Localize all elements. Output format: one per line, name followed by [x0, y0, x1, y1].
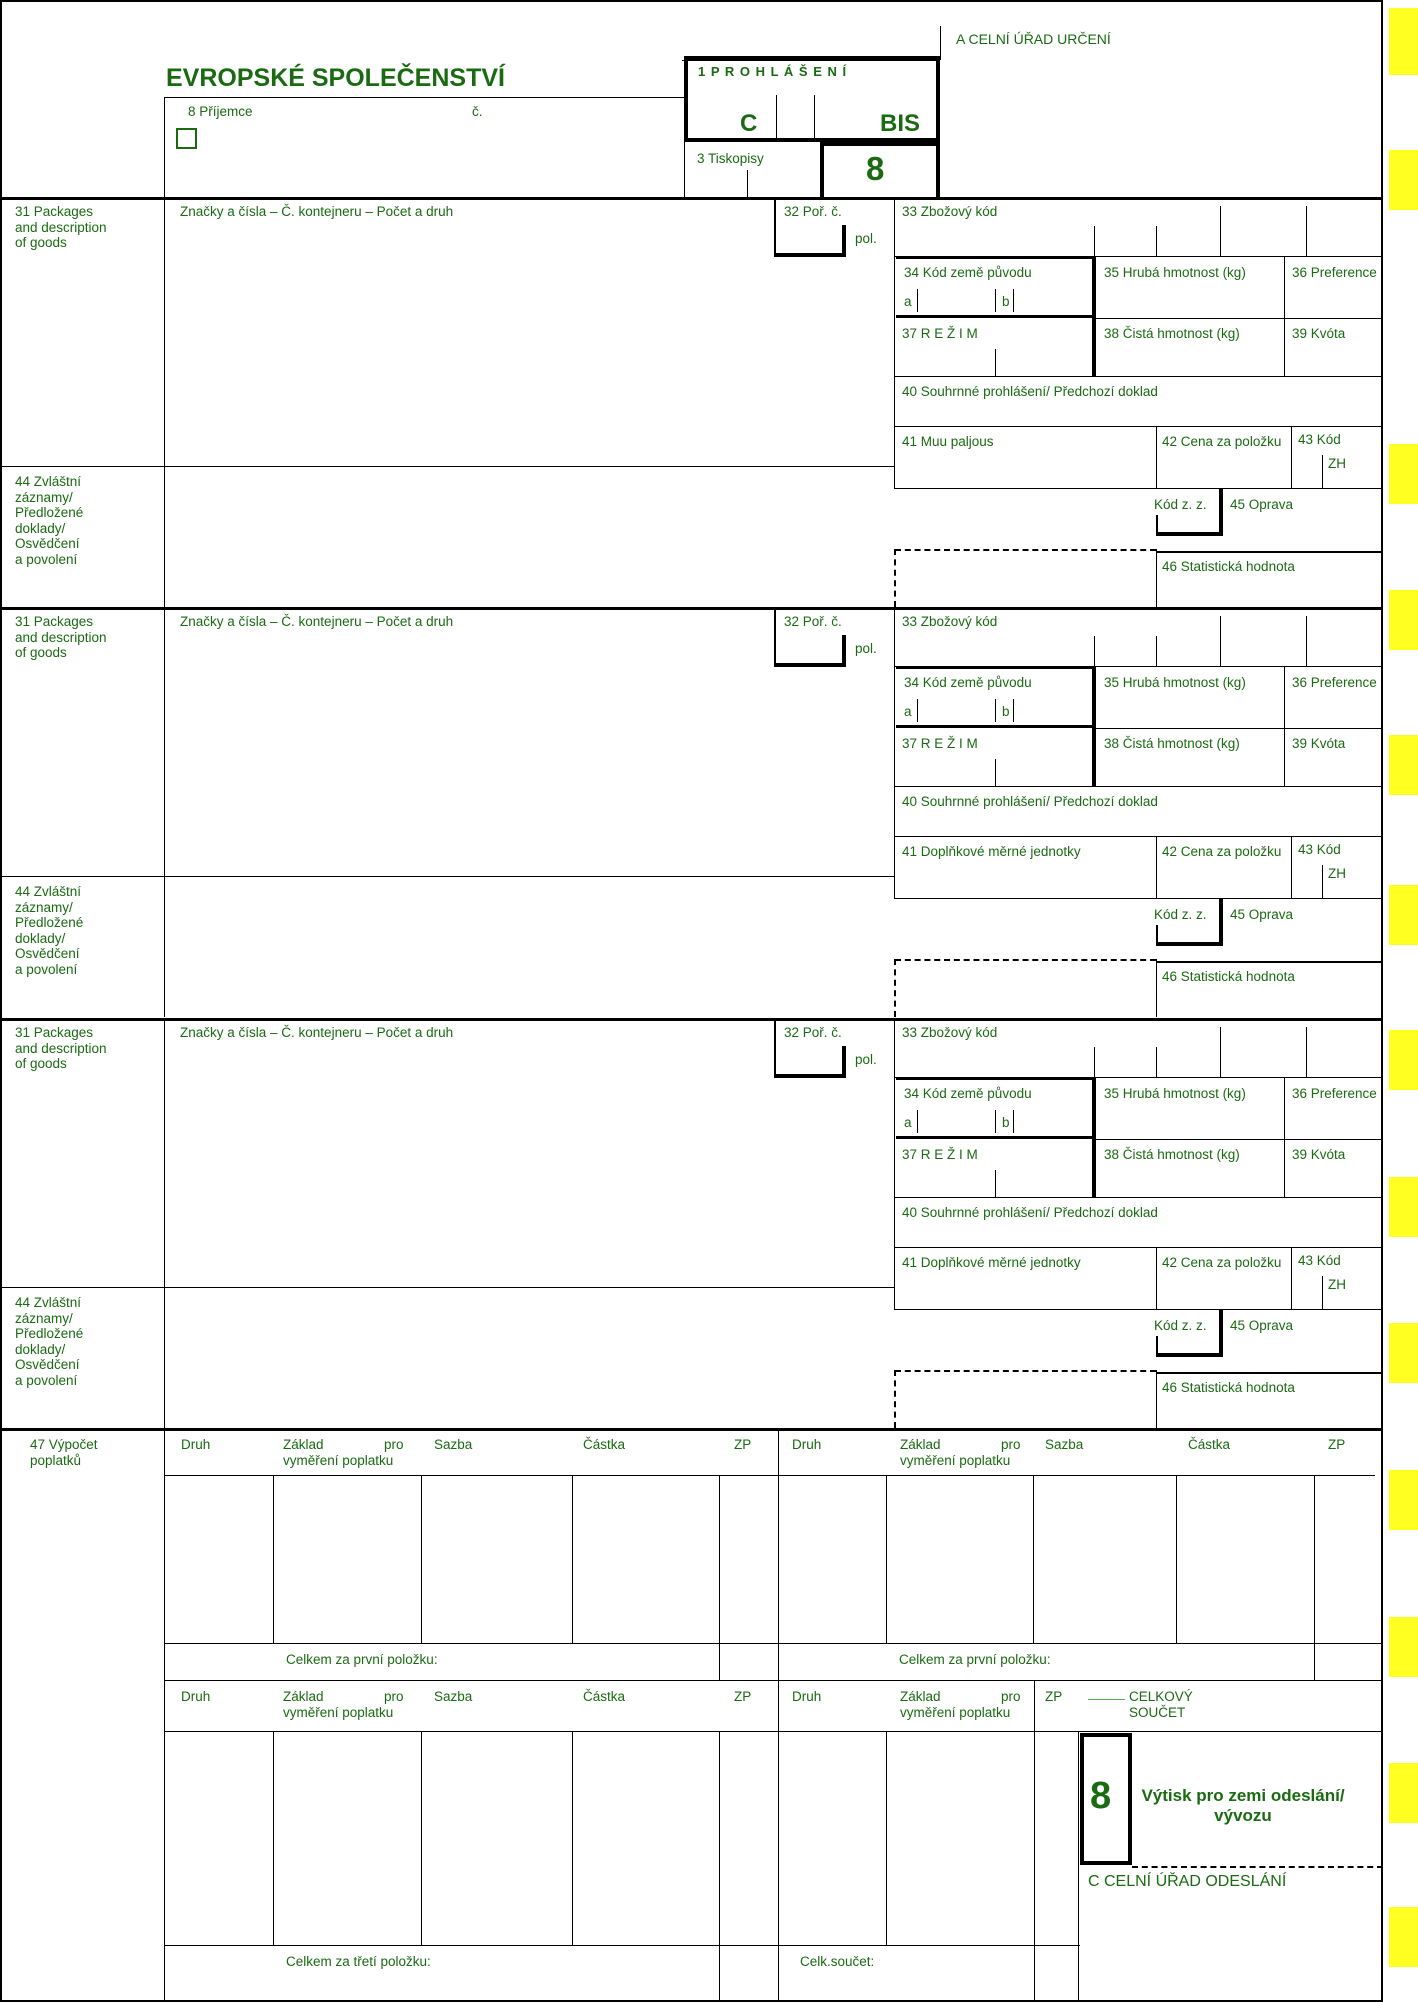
v-rule — [1322, 865, 1323, 898]
v-rule — [1291, 426, 1292, 488]
margin-strip — [1389, 1030, 1418, 1090]
v-rule — [886, 1731, 887, 1945]
v-rule — [421, 1475, 422, 1643]
margin-strip — [1389, 1177, 1418, 1237]
column-zp-bottom: ZP — [734, 1689, 752, 1704]
item-number-label: 32 Poř. č. — [784, 614, 842, 629]
v-rule — [1156, 515, 1158, 532]
origin-b-label: b — [1002, 1115, 1010, 1130]
declaration-label: 1 P R O H L Á Š E N Í — [698, 64, 848, 79]
decl-box-right — [936, 56, 940, 142]
v-rule — [1156, 836, 1157, 898]
stat-dashed-top — [895, 959, 1156, 961]
kod-zz-box-right — [1219, 488, 1223, 536]
net-weight-label: 38 Čistá hmotnost (kg) — [1104, 736, 1240, 751]
h-rule — [164, 1643, 1383, 1644]
v-rule — [774, 1018, 776, 1076]
h-rule — [164, 1945, 1080, 1946]
gross-weight-label: 35 Hrubá hmotnost (kg) — [1104, 1086, 1246, 1101]
commodity-label: 33 Zbožový kód — [902, 614, 998, 629]
column-zaklad-sub: vyměření poplatku — [283, 1453, 394, 1468]
h-rule — [1156, 551, 1383, 553]
v-rule — [1284, 256, 1285, 376]
column-zp: ZP — [734, 1437, 752, 1452]
v-rule — [1094, 636, 1095, 666]
procedure-box-right — [1092, 725, 1096, 787]
v-rule — [1013, 289, 1014, 312]
margin-strip — [1389, 1617, 1418, 1677]
margin-strip — [1389, 735, 1418, 795]
kod-zz-box-right — [1219, 1309, 1223, 1357]
copy-8-number: 8 — [1090, 1775, 1112, 1817]
v-rule — [164, 1018, 165, 1287]
origin-label: 34 Kód země původu — [904, 265, 1032, 280]
total-third-item: Celkem za třetí položku: — [286, 1954, 431, 1969]
column-zaklad-sub-right: vyměření poplatku — [900, 1453, 1011, 1468]
dispatch-dashed — [1132, 1866, 1383, 1868]
item-pol-label: pol. — [855, 1052, 877, 1067]
v-rule — [1034, 1680, 1035, 2000]
origin-box-top — [896, 666, 1096, 669]
margin-strip — [1389, 1763, 1418, 1823]
v-rule — [572, 1475, 573, 1643]
column-zaklad-sub-bottom-right: vyměření poplatku — [900, 1705, 1011, 1720]
summary-declaration-label: 40 Souhrnné prohlášení/ Předchozí doklad — [902, 794, 1158, 809]
statistical-value-label: 46 Statistická hodnota — [1162, 1380, 1295, 1395]
v-rule — [1156, 549, 1157, 607]
code-43-label: 43 Kód — [1298, 432, 1341, 447]
procedure-label: 37 R E Ž I M — [902, 326, 978, 341]
column-castka-right: Částka — [1188, 1437, 1231, 1452]
item-top-rule — [0, 607, 1383, 610]
adjustment-label: 45 Oprava — [1230, 1318, 1294, 1333]
consignee-label: 8 Příjemce — [188, 104, 253, 119]
item-no-box-right — [842, 1046, 846, 1078]
v-rule — [917, 1110, 918, 1133]
stat-dashed-left — [894, 959, 896, 1017]
origin-a-label: a — [904, 704, 912, 719]
h-rule — [1096, 1139, 1383, 1140]
column-druh-bottom-right: Druh — [792, 1689, 822, 1704]
v-rule — [1322, 1276, 1323, 1309]
kod-zz-box-bottom — [1156, 1353, 1222, 1357]
v-rule — [774, 607, 776, 665]
fees-calculation-label: 47 Výpočet poplatků — [30, 1437, 98, 1468]
v-rule — [814, 95, 815, 140]
v-rule — [917, 699, 918, 722]
v-rule — [1094, 1047, 1095, 1077]
h-rule — [894, 376, 1383, 377]
v-rule — [164, 876, 165, 1017]
v-rule — [1156, 925, 1158, 942]
consignee-number-label: č. — [472, 104, 483, 119]
h-rule — [164, 97, 684, 98]
item-price-label: 42 Cena za položku — [1162, 844, 1282, 859]
office-of-dispatch-label: C CELNÍ ÚŘAD ODESLÁNÍ — [1088, 1873, 1287, 1890]
h-rule — [164, 1287, 894, 1288]
v-rule — [747, 170, 748, 198]
v-rule — [1013, 1110, 1014, 1133]
frame-top — [0, 0, 1383, 2]
copy8-box-bottom — [1080, 1861, 1132, 1865]
kod-zz-label: Kód z. z. — [1154, 497, 1207, 512]
net-weight-label: 38 Čistá hmotnost (kg) — [1104, 326, 1240, 341]
v-rule — [995, 289, 996, 312]
v-rule — [774, 197, 776, 255]
code-43-label: 43 Kód — [1298, 842, 1341, 857]
statistical-value-label: 46 Statistická hodnota — [1162, 559, 1295, 574]
h-rule — [894, 488, 1383, 489]
consignee-checkbox[interactable] — [176, 128, 197, 149]
item-number-label: 32 Poř. č. — [784, 204, 842, 219]
column-druh-right: Druh — [792, 1437, 822, 1452]
h-rule — [0, 876, 164, 877]
gross-weight-label: 35 Hrubá hmotnost (kg) — [1104, 675, 1246, 690]
declaration-bis: BIS — [880, 110, 921, 137]
column-zaklad-sub-bottom: vyměření poplatku — [283, 1705, 394, 1720]
v-rule — [1013, 699, 1014, 722]
h-rule — [1096, 728, 1383, 729]
h-rule — [894, 1247, 1383, 1248]
v-rule — [995, 759, 996, 786]
v-rule — [917, 289, 918, 312]
copy-number: 8 — [866, 150, 885, 187]
h-rule — [164, 1680, 1383, 1681]
v-rule — [995, 1170, 996, 1197]
column-zaklad-pro-bottom-right: pro — [1001, 1689, 1021, 1704]
item-pol-label: pol. — [855, 641, 877, 656]
origin-box-top — [896, 256, 1096, 259]
v-rule — [572, 1731, 573, 1945]
column-zaklad-pro-bottom: pro — [384, 1689, 404, 1704]
v-rule — [1078, 1731, 1079, 2000]
column-zaklad: Základ — [283, 1437, 324, 1452]
kod-zz-box-bottom — [1156, 942, 1222, 946]
h-rule — [894, 1197, 1383, 1198]
quota-label: 39 Kvóta — [1292, 736, 1346, 751]
v-rule — [164, 1428, 165, 2000]
v-rule — [1156, 1047, 1157, 1077]
column-sazba-right: Sazba — [1045, 1437, 1084, 1452]
marks-label: Značky a čísla – Č. kontejneru – Počet a druh — [180, 204, 454, 219]
h-rule — [0, 1287, 164, 1288]
v-rule — [995, 699, 996, 722]
margin-strip — [1389, 150, 1418, 210]
supplementary-units-label: 41 Doplňkové měrné jednotky — [902, 1255, 1081, 1270]
summary-declaration-label: 40 Souhrnné prohlášení/ Předchozí doklad — [902, 384, 1158, 399]
procedure-box-right — [1092, 315, 1096, 377]
v-rule — [1322, 455, 1323, 488]
special-mentions-label: 44 Zvláštní záznamy/ Předložené doklady/ Osvědčení a povolení — [15, 474, 84, 567]
item-no-box-bottom — [774, 1074, 844, 1078]
origin-b-label: b — [1002, 294, 1010, 309]
origin-box-top — [896, 1077, 1096, 1080]
margin-strip — [1389, 8, 1418, 75]
adjustment-label: 45 Oprava — [1230, 497, 1294, 512]
origin-a-label: a — [904, 294, 912, 309]
v-rule — [1156, 636, 1157, 666]
v-rule — [719, 1643, 720, 1680]
copy-box-top — [820, 142, 940, 146]
h-rule — [1156, 1372, 1383, 1374]
v-rule — [1156, 1370, 1157, 1428]
forms-label: 3 Tiskopisy — [697, 151, 764, 166]
v-rule — [776, 95, 777, 140]
v-rule — [1284, 1077, 1285, 1197]
item-top-rule — [0, 197, 1383, 200]
item-no-box-bottom — [774, 253, 844, 257]
v-rule — [1156, 1247, 1157, 1309]
h-rule — [894, 836, 1383, 837]
column-zaklad-pro-right: pro — [1001, 1437, 1021, 1452]
item-pol-label: pol. — [855, 231, 877, 246]
frame-left — [0, 0, 2, 2002]
copy8-box-top — [1080, 1733, 1132, 1737]
procedure-box-right — [1092, 1136, 1096, 1198]
column-sazba-bottom: Sazba — [434, 1689, 473, 1704]
statistical-value-label: 46 Statistická hodnota — [1162, 969, 1295, 984]
procedure-label: 37 R E Ž I M — [902, 1147, 978, 1162]
origin-label: 34 Kód země původu — [904, 1086, 1032, 1101]
v-rule — [1220, 616, 1221, 666]
origin-box-right — [1092, 1077, 1096, 1139]
v-rule — [1094, 226, 1095, 256]
h-rule — [1096, 318, 1383, 319]
grand-total-label: CELKOVÝ SOUČET — [1129, 1689, 1193, 1720]
origin-box-bottom — [896, 315, 1096, 318]
code-43-label: 43 Kód — [1298, 1253, 1341, 1268]
margin-strip — [1389, 1470, 1418, 1530]
v-rule — [1176, 1475, 1177, 1643]
zh-label: ZH — [1328, 1277, 1346, 1292]
kod-zz-label: Kód z. z. — [1154, 907, 1207, 922]
h-rule — [894, 898, 1383, 899]
packages-label: 31 Packages and description of goods — [15, 614, 107, 661]
item-top-rule — [0, 1018, 1383, 1021]
origin-b-label: b — [1002, 704, 1010, 719]
column-zaklad-pro: pro — [384, 1437, 404, 1452]
origin-box-right — [1092, 256, 1096, 318]
v-rule — [719, 1731, 720, 1945]
v-rule — [164, 1287, 165, 1428]
v-rule — [684, 142, 685, 198]
h-rule — [164, 876, 894, 877]
v-rule — [1033, 1475, 1034, 1643]
v-rule — [995, 1110, 996, 1133]
v-rule — [164, 466, 165, 607]
grand-total-mark — [1088, 1699, 1125, 1700]
total-first-item-right: Celkem za první položku: — [899, 1652, 1051, 1667]
decl-box-left — [684, 56, 688, 142]
v-rule — [1156, 426, 1157, 488]
origin-box-bottom — [896, 1136, 1096, 1139]
stat-dashed-top — [895, 1370, 1156, 1372]
item-number-label: 32 Poř. č. — [784, 1025, 842, 1040]
grand-total-short: Celk.součet: — [800, 1954, 875, 1969]
v-rule — [1314, 1475, 1315, 1643]
supplementary-units-label: 41 Doplňkové měrné jednotky — [902, 844, 1081, 859]
summary-declaration-label: 40 Souhrnné prohlášení/ Předchozí doklad — [902, 1205, 1158, 1220]
column-zaklad-bottom: Základ — [283, 1689, 324, 1704]
frame-right — [1381, 0, 1383, 2002]
copy8-box-left — [1080, 1733, 1084, 1865]
h-rule — [1080, 1731, 1383, 1732]
v-rule — [719, 1945, 720, 2000]
v-rule — [1306, 1027, 1307, 1077]
preference-label: 36 Preference — [1292, 265, 1377, 280]
v-rule — [1306, 616, 1307, 666]
margin-strip — [1389, 885, 1418, 945]
quota-label: 39 Kvóta — [1292, 1147, 1346, 1162]
supplementary-units-label: 41 Muu paljous — [902, 434, 994, 449]
fees-top-rule — [0, 1428, 1383, 1431]
stat-dashed-left — [894, 549, 896, 607]
column-druh: Druh — [181, 1437, 211, 1452]
page-title: EVROPSKÉ SPOLEČENSTVÍ — [166, 64, 505, 92]
origin-label: 34 Kód země původu — [904, 675, 1032, 690]
zh-label: ZH — [1328, 866, 1346, 881]
kod-zz-label: Kód z. z. — [1154, 1318, 1207, 1333]
origin-box-bottom — [896, 725, 1096, 728]
packages-label: 31 Packages and description of goods — [15, 204, 107, 251]
v-rule — [1156, 226, 1157, 256]
v-rule — [1314, 1643, 1315, 1680]
v-rule — [1291, 836, 1292, 898]
h-rule — [894, 786, 1383, 787]
margin-strip — [1389, 1907, 1418, 1967]
v-rule — [1284, 666, 1285, 786]
quota-label: 39 Kvóta — [1292, 326, 1346, 341]
column-zp-bottom-right: ZP — [1045, 1689, 1063, 1704]
v-rule — [940, 26, 941, 60]
item-no-box-bottom — [774, 663, 844, 667]
kod-zz-box-right — [1219, 898, 1223, 946]
v-rule — [164, 197, 165, 466]
column-castka-bottom: Částka — [583, 1689, 626, 1704]
h-rule — [894, 1309, 1383, 1310]
v-rule — [1156, 959, 1157, 1017]
h-rule — [164, 466, 894, 467]
v-rule — [778, 1428, 779, 2000]
h-rule — [682, 60, 940, 61]
stat-dashed-left — [894, 1370, 896, 1428]
column-druh-bottom: Druh — [181, 1689, 211, 1704]
special-mentions-label: 44 Zvláštní záznamy/ Předložené doklady/ Osvědčení a povolení — [15, 1295, 84, 1388]
v-rule — [421, 1731, 422, 1945]
v-rule — [1156, 1336, 1158, 1353]
preference-label: 36 Preference — [1292, 675, 1377, 690]
column-sazba: Sazba — [434, 1437, 473, 1452]
commodity-label: 33 Zbožový kód — [902, 204, 998, 219]
column-castka: Částka — [583, 1437, 626, 1452]
preference-label: 36 Preference — [1292, 1086, 1377, 1101]
item-price-label: 42 Cena za položku — [1162, 1255, 1282, 1270]
adjustment-label: 45 Oprava — [1230, 907, 1294, 922]
v-rule — [164, 607, 165, 876]
gross-weight-label: 35 Hrubá hmotnost (kg) — [1104, 265, 1246, 280]
marks-label: Značky a čísla – Č. kontejneru – Počet a druh — [180, 614, 454, 629]
special-mentions-label: 44 Zvláštní záznamy/ Předložené doklady/ Osvědčení a povolení — [15, 884, 84, 977]
v-rule — [273, 1731, 274, 1945]
declaration-c: C — [740, 110, 758, 137]
column-zaklad-right: Základ — [900, 1437, 941, 1452]
item-no-box-right — [842, 225, 846, 257]
total-first-item-left: Celkem za první položku: — [286, 1652, 438, 1667]
h-rule — [164, 1475, 1375, 1476]
stat-dashed-top — [895, 549, 1156, 551]
commodity-label: 33 Zbožový kód — [902, 1025, 998, 1040]
margin-strip — [1389, 444, 1418, 504]
origin-box-right — [1092, 666, 1096, 728]
v-rule — [273, 1475, 274, 1643]
h-rule — [894, 426, 1383, 427]
v-rule — [164, 97, 165, 198]
margin-strip — [1389, 1323, 1418, 1383]
item-price-label: 42 Cena za položku — [1162, 434, 1282, 449]
h-rule — [1156, 961, 1383, 963]
copy-purpose-text: Výtisk pro zemi odeslání/ vývozu — [1141, 1786, 1345, 1825]
v-rule — [1220, 206, 1221, 256]
column-zaklad-bottom-right: Základ — [900, 1689, 941, 1704]
origin-a-label: a — [904, 1115, 912, 1130]
v-rule — [894, 607, 895, 898]
net-weight-label: 38 Čistá hmotnost (kg) — [1104, 1147, 1240, 1162]
item-no-box-right — [842, 635, 846, 667]
h-rule — [0, 466, 164, 467]
kod-zz-box-bottom — [1156, 532, 1222, 536]
zh-label: ZH — [1328, 456, 1346, 471]
decl-box-top — [684, 56, 940, 60]
v-rule — [719, 1475, 720, 1643]
v-rule — [886, 1475, 887, 1643]
copy-box-right — [936, 142, 940, 198]
v-rule — [995, 349, 996, 376]
h-rule — [164, 1731, 1080, 1732]
v-rule — [894, 1018, 895, 1309]
box-a-destination-office: A CELNÍ ÚŘAD URČENÍ — [956, 31, 1111, 47]
copy-box-left — [820, 142, 824, 198]
margin-strip — [1389, 590, 1418, 650]
copy8-box-right — [1128, 1733, 1132, 1865]
column-zp-right: ZP — [1328, 1437, 1346, 1452]
v-rule — [894, 197, 895, 488]
v-rule — [1306, 206, 1307, 256]
packages-label: 31 Packages and description of goods — [15, 1025, 107, 1072]
procedure-label: 37 R E Ž I M — [902, 736, 978, 751]
marks-label: Značky a čísla – Č. kontejneru – Počet a druh — [180, 1025, 454, 1040]
frame-bottom — [0, 2000, 1383, 2002]
v-rule — [1220, 1027, 1221, 1077]
v-rule — [1291, 1247, 1292, 1309]
